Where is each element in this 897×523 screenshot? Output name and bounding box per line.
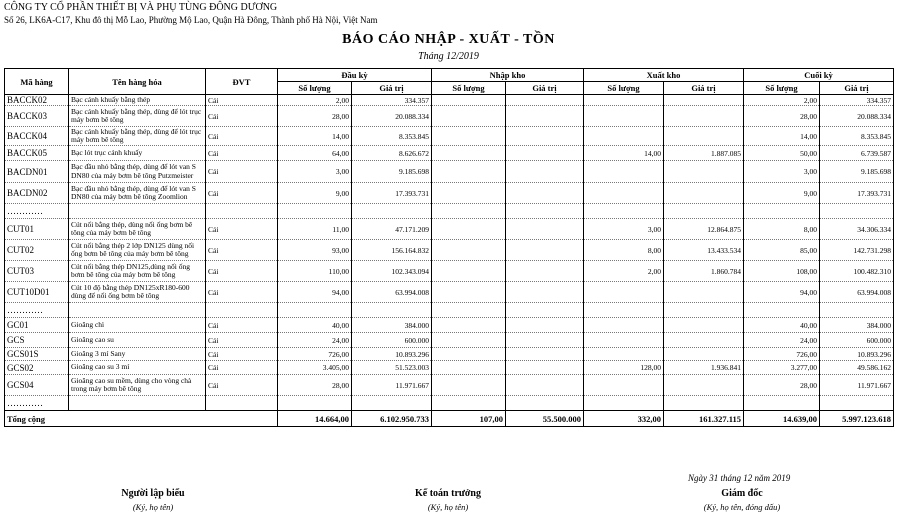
row-export-value (664, 282, 744, 303)
row-name (69, 396, 206, 411)
total-import-qty: 107,00 (432, 411, 506, 427)
row-export-qty: 128,00 (584, 361, 664, 375)
table-row (5, 282, 894, 303)
row-unit: Cái (206, 318, 278, 333)
total-row (5, 411, 894, 427)
row-export-qty (584, 204, 664, 219)
row-export-value (664, 333, 744, 348)
row-code: CUT02 (5, 240, 69, 261)
row-import-qty (432, 282, 506, 303)
row-export-qty (584, 183, 664, 204)
table-row (5, 95, 894, 106)
header-opening: Đầu kỳ (278, 69, 432, 82)
report-date: Ngày 31 tháng 12 năm 2019 (688, 473, 791, 483)
row-opening-qty: 94,00 (278, 282, 352, 303)
row-unit (206, 396, 278, 411)
row-closing-qty: 24,00 (744, 333, 820, 348)
row-name: Bạc cánh khuấy bằng thép, dùng để lót trục máy bơm bê tông (69, 106, 206, 127)
row-opening-qty: 28,00 (278, 106, 352, 127)
row-closing-value: 34.306.334 (820, 219, 894, 240)
row-import-value (506, 261, 584, 282)
total-closing-qty: 14.639,00 (744, 411, 820, 427)
row-import-qty (432, 361, 506, 375)
header-opening-qty: Số lượng (278, 82, 352, 95)
row-unit: Cái (206, 361, 278, 375)
row-import-value (506, 95, 584, 106)
row-export-qty: 2,00 (584, 261, 664, 282)
row-name: Bạc cánh khuấy bằng thép (69, 95, 206, 106)
row-unit: Cái (206, 240, 278, 261)
row-import-qty (432, 106, 506, 127)
row-export-value (664, 318, 744, 333)
row-closing-value: 10.893.296 (820, 348, 894, 361)
row-name: Cút 10 độ bằng thép DN125xR180-600 dùng để nối ống bơm bê tông (69, 282, 206, 303)
row-opening-qty: 9,00 (278, 183, 352, 204)
total-export-qty: 332,00 (584, 411, 664, 427)
row-import-qty (432, 204, 506, 219)
row-opening-value: 156.164.832 (352, 240, 432, 261)
table-row (5, 204, 894, 219)
row-opening-value: 17.393.731 (352, 183, 432, 204)
row-opening-value (352, 204, 432, 219)
header-import: Nhập kho (432, 69, 584, 82)
row-name: Gioăng 3 mí Sany (69, 348, 206, 361)
row-unit (206, 303, 278, 318)
row-name: Bạc lót trục cánh khuấy (69, 146, 206, 161)
table-row (5, 183, 894, 204)
row-unit: Cái (206, 261, 278, 282)
table-row (5, 303, 894, 318)
total-label: Tổng cộng (5, 411, 278, 427)
row-closing-qty: 85,00 (744, 240, 820, 261)
row-opening-qty (278, 204, 352, 219)
row-code: CUT01 (5, 219, 69, 240)
row-import-value (506, 161, 584, 183)
row-code: GCS01S (5, 348, 69, 361)
row-export-value (664, 348, 744, 361)
row-closing-value: 49.586.162 (820, 361, 894, 375)
row-unit: Cái (206, 127, 278, 146)
row-opening-value: 63.994.008 (352, 282, 432, 303)
row-export-value (664, 303, 744, 318)
header-closing-qty: Số lượng (744, 82, 820, 95)
row-name (69, 303, 206, 318)
row-export-qty (584, 348, 664, 361)
row-export-qty: 8,00 (584, 240, 664, 261)
row-closing-value: 600.000 (820, 333, 894, 348)
row-closing-value: 17.393.731 (820, 183, 894, 204)
row-closing-qty: 9,00 (744, 183, 820, 204)
header-export-qty: Số lượng (584, 82, 664, 95)
row-opening-qty: 14,00 (278, 127, 352, 146)
row-code: GCS (5, 333, 69, 348)
row-opening-value: 9.185.698 (352, 161, 432, 183)
table-row (5, 127, 894, 146)
row-import-qty (432, 396, 506, 411)
row-export-qty (584, 333, 664, 348)
row-opening-qty: 110,00 (278, 261, 352, 282)
accountant-title: Kế toán trưởng (415, 488, 481, 499)
row-unit: Cái (206, 333, 278, 348)
row-code: GCS04 (5, 375, 69, 396)
row-unit: Cái (206, 161, 278, 183)
row-opening-value: 11.971.667 (352, 375, 432, 396)
row-opening-value: 334.357 (352, 95, 432, 106)
table-row (5, 161, 894, 183)
row-closing-value: 6.739.587 (820, 146, 894, 161)
table-row (5, 348, 894, 361)
row-export-value (664, 396, 744, 411)
header-opening-value: Giá trị (352, 82, 432, 95)
row-closing-value: 100.482.310 (820, 261, 894, 282)
row-export-qty (584, 282, 664, 303)
row-unit: Cái (206, 95, 278, 106)
row-closing-qty: 94,00 (744, 282, 820, 303)
row-opening-value: 8.626.672 (352, 146, 432, 161)
row-name: Gioăng chì (69, 318, 206, 333)
table-row (5, 219, 894, 240)
row-import-value (506, 396, 584, 411)
row-closing-qty: 28,00 (744, 106, 820, 127)
row-code: GC01 (5, 318, 69, 333)
table-row (5, 146, 894, 161)
row-import-qty (432, 240, 506, 261)
company-address: Số 26, LK6A-C17, Khu đô thị Mỗ Lao, Phường Mộ Lao, Quận Hà Đông, Thành phố Hà Nội, Việt Nam (4, 15, 378, 25)
row-export-qty (584, 396, 664, 411)
row-opening-value: 51.523.003 (352, 361, 432, 375)
row-code: BACCK05 (5, 146, 69, 161)
row-import-qty (432, 183, 506, 204)
row-unit: Cái (206, 183, 278, 204)
row-import-qty (432, 127, 506, 146)
row-opening-qty: 726,00 (278, 348, 352, 361)
row-import-value (506, 303, 584, 318)
row-import-qty (432, 261, 506, 282)
total-import-value: 55.500.000 (506, 411, 584, 427)
row-import-qty (432, 333, 506, 348)
row-import-qty (432, 219, 506, 240)
row-opening-qty: 24,00 (278, 333, 352, 348)
table-row (5, 318, 894, 333)
row-code: GCS02 (5, 361, 69, 375)
row-closing-qty: 726,00 (744, 348, 820, 361)
row-opening-value: 10.893.296 (352, 348, 432, 361)
row-opening-value (352, 303, 432, 318)
row-export-value (664, 95, 744, 106)
row-export-value (664, 127, 744, 146)
table-row (5, 375, 894, 396)
header-closing: Cuối kỳ (744, 69, 894, 82)
row-export-value (664, 106, 744, 127)
row-opening-value: 8.353.845 (352, 127, 432, 146)
row-opening-qty: 64,00 (278, 146, 352, 161)
row-export-value (664, 183, 744, 204)
row-code: BACCK04 (5, 127, 69, 146)
row-closing-qty: 2,00 (744, 95, 820, 106)
row-export-qty: 3,00 (584, 219, 664, 240)
row-export-value: 12.864.875 (664, 219, 744, 240)
header-unit: ĐVT (206, 69, 278, 95)
row-opening-qty: 93,00 (278, 240, 352, 261)
row-export-qty (584, 375, 664, 396)
row-import-qty (432, 348, 506, 361)
row-closing-value: 9.185.698 (820, 161, 894, 183)
row-import-value (506, 146, 584, 161)
row-closing-value: 334.357 (820, 95, 894, 106)
row-export-value: 1.887.085 (664, 146, 744, 161)
row-code: ………… (5, 396, 69, 411)
row-code: BACCK03 (5, 106, 69, 127)
header-export-value: Giá trị (664, 82, 744, 95)
row-import-qty (432, 318, 506, 333)
row-export-value (664, 204, 744, 219)
row-unit (206, 204, 278, 219)
total-export-value: 161.327.115 (664, 411, 744, 427)
table-row (5, 396, 894, 411)
row-import-value (506, 183, 584, 204)
row-name (69, 204, 206, 219)
accountant-sign-note: (Ký, họ tên) (427, 502, 469, 512)
table-row (5, 333, 894, 348)
row-opening-qty: 2,00 (278, 95, 352, 106)
row-code: BACDN02 (5, 183, 69, 204)
row-unit: Cái (206, 348, 278, 361)
row-unit: Cái (206, 106, 278, 127)
total-opening-value: 6.102.950.733 (352, 411, 432, 427)
row-opening-qty: 3.405,00 (278, 361, 352, 375)
row-unit: Cái (206, 375, 278, 396)
row-export-value (664, 375, 744, 396)
row-closing-value: 384.000 (820, 318, 894, 333)
preparer-title: Người lập biểu (121, 488, 185, 499)
row-export-qty (584, 318, 664, 333)
row-export-value: 13.433.534 (664, 240, 744, 261)
accountant-signature (348, 488, 548, 512)
row-closing-value (820, 204, 894, 219)
row-import-value (506, 318, 584, 333)
row-import-qty (432, 161, 506, 183)
row-opening-qty (278, 303, 352, 318)
row-code: CUT03 (5, 261, 69, 282)
row-import-qty (432, 95, 506, 106)
row-import-value (506, 361, 584, 375)
table-row (5, 361, 894, 375)
row-closing-value: 142.731.298 (820, 240, 894, 261)
row-name: Gioăng cao su 3 mí (69, 361, 206, 375)
header-export: Xuất kho (584, 69, 744, 82)
row-export-value: 1.860.784 (664, 261, 744, 282)
row-code: CUT10D01 (5, 282, 69, 303)
header-closing-value: Giá trị (820, 82, 894, 95)
company-name: CÔNG TY CỔ PHẦN THIẾT BỊ VÀ PHỤ TÙNG ĐÔNG DƯƠNG (4, 2, 278, 13)
row-closing-value: 63.994.008 (820, 282, 894, 303)
row-import-value (506, 282, 584, 303)
table-row (5, 240, 894, 261)
row-closing-value: 11.971.667 (820, 375, 894, 396)
preparer-sign-note: (Ký, họ tên) (132, 502, 174, 512)
row-name: Cút nối bằng thép, dùng nối ống bơm bê tông của máy bơm bê tông (69, 219, 206, 240)
row-opening-qty: 3,00 (278, 161, 352, 183)
row-closing-qty: 40,00 (744, 318, 820, 333)
row-closing-qty: 3,00 (744, 161, 820, 183)
row-import-qty (432, 146, 506, 161)
row-closing-qty (744, 396, 820, 411)
row-closing-qty: 108,00 (744, 261, 820, 282)
director-title: Giám đốc (721, 488, 763, 499)
row-code: BACCK02 (5, 95, 69, 106)
total-closing-value: 5.997.123.618 (820, 411, 894, 427)
row-import-value (506, 106, 584, 127)
row-opening-qty (278, 396, 352, 411)
row-export-value: 1.936.841 (664, 361, 744, 375)
row-name: Bạc đầu nhỏ bằng thép, dùng để lót van S DN80 của máy bơm bê tông Putzmeister (69, 161, 206, 183)
row-name: Gioăng cao su mềm, dùng cho vòng chà trong máy bơm bê tông (69, 375, 206, 396)
row-import-value (506, 240, 584, 261)
row-closing-qty: 28,00 (744, 375, 820, 396)
row-opening-value: 20.088.334 (352, 106, 432, 127)
row-name: Bạc đầu nhỏ bằng thép, dùng để lót van S DN80 của máy bơm bê tông Zoomlion (69, 183, 206, 204)
row-opening-qty: 40,00 (278, 318, 352, 333)
row-name: Gioăng cao su (69, 333, 206, 348)
row-closing-qty: 3.277,00 (744, 361, 820, 375)
table-row (5, 106, 894, 127)
row-opening-qty: 28,00 (278, 375, 352, 396)
row-closing-value: 20.088.334 (820, 106, 894, 127)
row-opening-value: 47.171.209 (352, 219, 432, 240)
row-closing-qty: 14,00 (744, 127, 820, 146)
row-export-qty (584, 95, 664, 106)
report-period: Tháng 12/2019 (418, 51, 479, 62)
total-opening-qty: 14.664,00 (278, 411, 352, 427)
header-code: Mã hàng (5, 69, 69, 95)
header-name: Tên hàng hóa (69, 69, 206, 95)
row-import-qty (432, 375, 506, 396)
row-name: Cút nối bằng thép 2 lớp DN125 dùng nối ống bơm bê tông của máy bơm bê tông (69, 240, 206, 261)
row-name: Bạc cánh khuấy bằng thép, dùng để lót trục máy bơm bê tông (69, 127, 206, 146)
row-opening-value: 384.000 (352, 318, 432, 333)
row-opening-qty: 11,00 (278, 219, 352, 240)
row-code: BACDN01 (5, 161, 69, 183)
row-code: ………… (5, 303, 69, 318)
row-import-value (506, 127, 584, 146)
row-import-value (506, 204, 584, 219)
row-closing-qty (744, 303, 820, 318)
row-closing-value (820, 303, 894, 318)
row-opening-value: 600.000 (352, 333, 432, 348)
table-row (5, 261, 894, 282)
inventory-report-table (4, 68, 894, 427)
row-export-qty (584, 127, 664, 146)
row-name: Cút nối bằng thép DN125,dùng nối ống bơm bê tông của máy bơm bê tông (69, 261, 206, 282)
row-unit: Cái (206, 146, 278, 161)
header-import-value: Giá trị (506, 82, 584, 95)
report-title: BÁO CÁO NHẬP - XUẤT - TỒN (342, 32, 555, 47)
row-export-value (664, 161, 744, 183)
row-import-value (506, 333, 584, 348)
row-export-qty: 14,00 (584, 146, 664, 161)
row-export-qty (584, 106, 664, 127)
row-import-value (506, 219, 584, 240)
row-unit: Cái (206, 282, 278, 303)
row-import-value (506, 375, 584, 396)
row-import-value (506, 348, 584, 361)
row-closing-qty: 8,00 (744, 219, 820, 240)
row-opening-value (352, 396, 432, 411)
row-closing-value (820, 396, 894, 411)
row-export-qty (584, 303, 664, 318)
row-closing-value: 8.353.845 (820, 127, 894, 146)
header-import-qty: Số lượng (432, 82, 506, 95)
row-import-qty (432, 303, 506, 318)
row-unit: Cái (206, 219, 278, 240)
row-opening-value: 102.343.094 (352, 261, 432, 282)
row-closing-qty: 50,00 (744, 146, 820, 161)
row-code: ………… (5, 204, 69, 219)
director-sign-note: (Ký, họ tên, đóng dấu) (703, 502, 781, 512)
director-signature (642, 488, 842, 512)
row-export-qty (584, 161, 664, 183)
preparer-signature (53, 488, 253, 512)
row-closing-qty (744, 204, 820, 219)
